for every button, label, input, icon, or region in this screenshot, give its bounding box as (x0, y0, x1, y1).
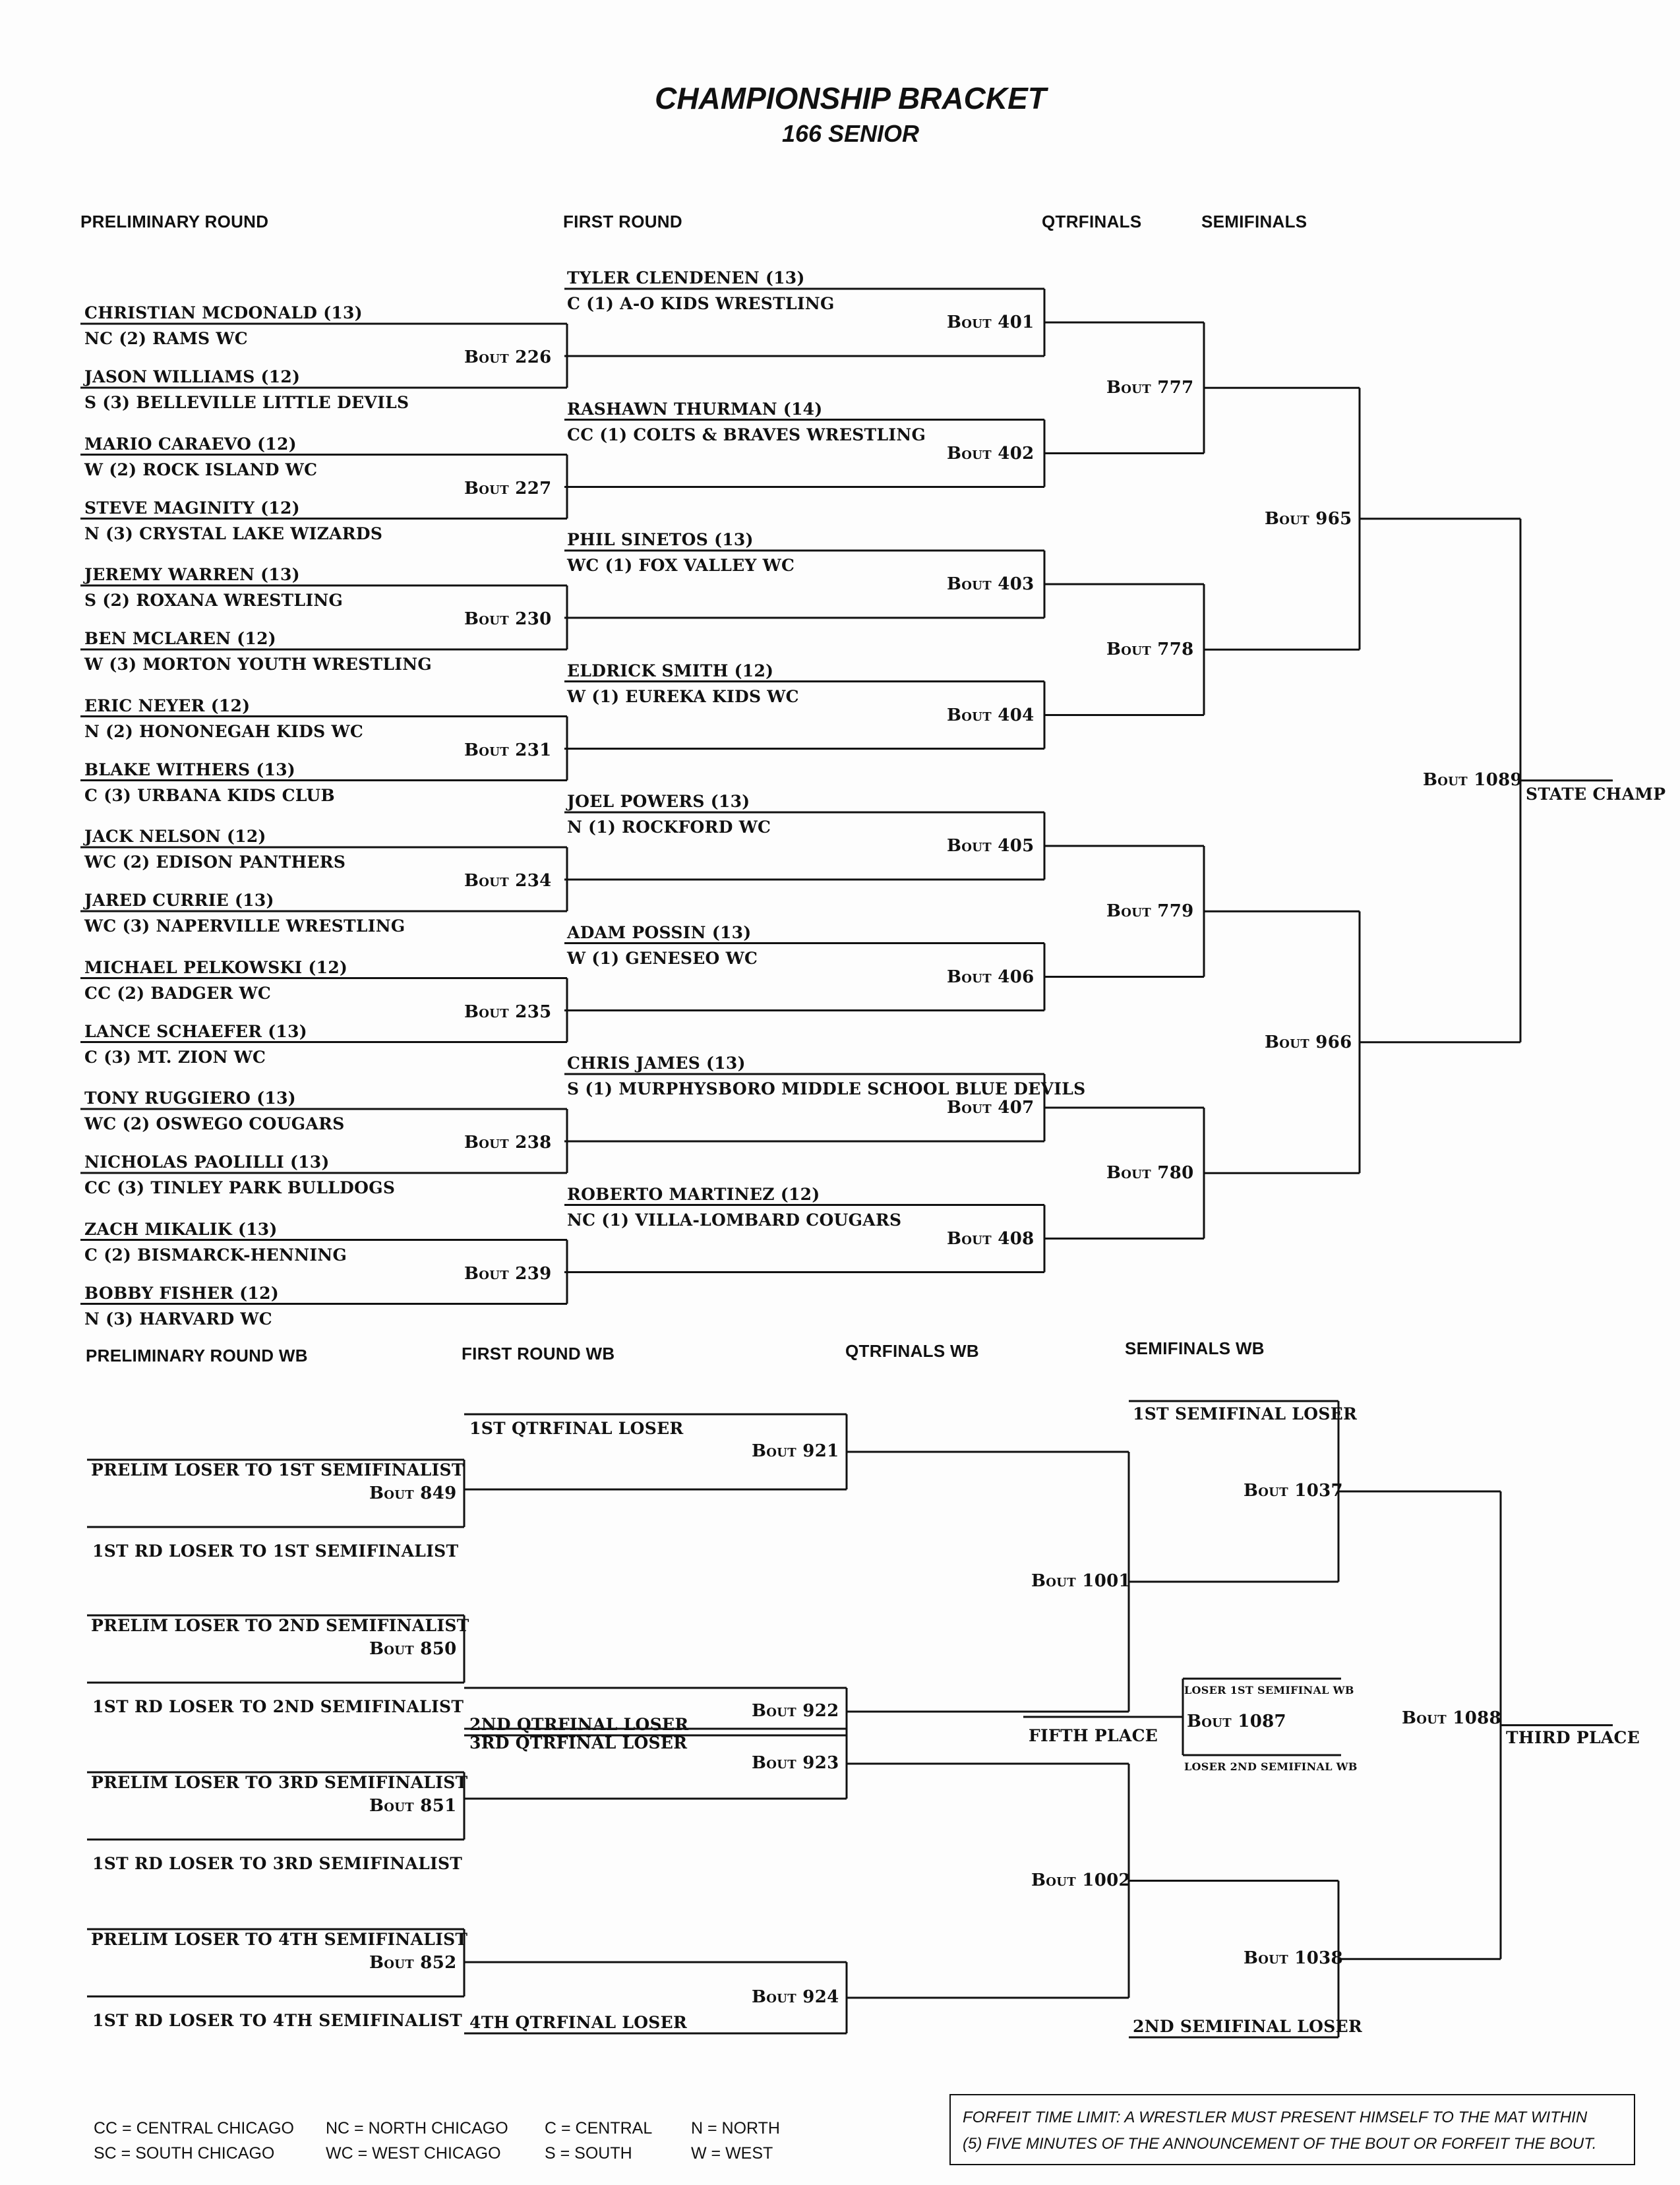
bout-number: Bout 777 (1106, 378, 1194, 398)
wrestler-team: N (2) HONONEGAH KIDS WC (84, 721, 364, 741)
bout-number: Bout 966 (1265, 1032, 1352, 1052)
fifth-slot-label: LOSER 1ST SEMIFINAL WB (1184, 1684, 1354, 1696)
wb-slot-label: 1ST RD LOSER TO 2ND SEMIFINALIST (92, 1697, 464, 1716)
bout-number: Bout 965 (1265, 508, 1352, 529)
bout-number: Bout 1087 (1187, 1712, 1286, 1731)
header-preliminary: PRELIMINARY ROUND (80, 212, 269, 231)
wrestler-team: N (1) ROCKFORD WC (567, 818, 771, 837)
wrestler-name: JARED CURRIE (13) (84, 891, 274, 910)
bout-number: Bout 922 (752, 1701, 839, 1721)
bout-number: Bout 779 (1106, 901, 1194, 922)
forfeit-notice (949, 2094, 1635, 2165)
wrestler-team: C (2) BISMARCK-HENNING (84, 1245, 347, 1265)
bout-number: Bout 407 (947, 1098, 1035, 1118)
bout-number: Bout 404 (947, 705, 1035, 725)
header-semifinals: SEMIFINALS (1201, 212, 1307, 231)
legend-item: S = SOUTH (545, 2144, 632, 2163)
bout-number: Bout 778 (1106, 640, 1194, 660)
legend-item: WC = WEST CHICAGO (326, 2144, 501, 2163)
third-place-label: THIRD PLACE (1506, 1727, 1640, 1747)
header-preliminary-wb: PRELIMINARY ROUND WB (86, 1346, 308, 1365)
wrestler-team: WC (2) EDISON PANTHERS (84, 853, 346, 872)
wrestler-name: ERIC NEYER (12) (84, 696, 251, 715)
wrestler-name: STEVE MAGINITY (12) (84, 498, 300, 518)
wrestler-team: CC (3) TINLEY PARK BULLDOGS (84, 1178, 396, 1197)
wrestler-name: LANCE SCHAEFER (13) (84, 1021, 307, 1041)
bout-number: Bout 850 (369, 1639, 457, 1659)
legend-item: NC = NORTH CHICAGO (326, 2119, 508, 2138)
wb-slot-label: PRELIM LOSER TO 1ST SEMIFINALIST (91, 1460, 464, 1480)
wrestler-team: S (1) MURPHYSBORO MIDDLE SCHOOL BLUE DEVILS (567, 1079, 1086, 1098)
legend-item: N = NORTH (691, 2119, 780, 2138)
wrestler-name: PHIL SINETOS (13) (567, 530, 754, 549)
wrestler-name: ZACH MIKALIK (13) (84, 1219, 278, 1239)
forfeit-line-1: FORFEIT TIME LIMIT: A WRESTLER MUST PRESENT HIMSELF TO THE MAT WITHIN (963, 2109, 1588, 2126)
bout-number: Bout 402 (947, 443, 1035, 464)
wrestler-name: ADAM POSSIN (13) (567, 922, 752, 942)
legend-item: SC = SOUTH CHICAGO (94, 2144, 275, 2163)
legend-item: W = WEST (691, 2144, 773, 2163)
bout-number: Bout 924 (752, 1987, 839, 2007)
wrestler-team: NC (2) RAMS WC (84, 329, 248, 348)
wrestler-name: JASON WILLIAMS (12) (84, 367, 301, 386)
wrestler-team: C (3) MT. ZION WC (84, 1047, 266, 1067)
wrestler-team: CC (2) BADGER WC (84, 983, 272, 1003)
legend-item: C = CENTRAL (545, 2119, 653, 2138)
wrestler-team: N (3) CRYSTAL LAKE WIZARDS (84, 524, 383, 543)
wb-slot-label: 3RD QTRFINAL LOSER (469, 1733, 688, 1752)
wb-slot-label: 1ST QTRFINAL LOSER (469, 1419, 684, 1438)
wb-slot-label: 1ST SEMIFINAL LOSER (1133, 1404, 1358, 1423)
bout-number: Bout 227 (464, 478, 552, 498)
header-qtrfinals: QTRFINALS (1042, 212, 1142, 231)
forfeit-line-2: (5) FIVE MINUTES OF THE ANNOUNCEMENT OF THE BOUT OR FORFEIT THE BOUT. (963, 2135, 1597, 2153)
wrestler-name: JEREMY WARREN (13) (84, 565, 300, 584)
bout-number: Bout 1038 (1244, 1948, 1343, 1969)
page-title: CHAMPIONSHIP BRACKET (655, 81, 1046, 115)
wrestler-name: CHRISTIAN MCDONALD (13) (84, 303, 363, 322)
header-first-round: FIRST ROUND (563, 212, 682, 231)
wrestler-name: NICHOLAS PAOLILLI (13) (84, 1152, 330, 1172)
wb-slot-label: 2ND QTRFINAL LOSER (469, 1715, 689, 1734)
header-first-round-wb: FIRST ROUND WB (462, 1344, 615, 1363)
bout-number: Bout 239 (464, 1263, 552, 1284)
wb-slot-label: 4TH QTRFINAL LOSER (469, 2013, 688, 2032)
wrestler-name: BLAKE WITHERS (13) (84, 760, 296, 779)
bout-number: Bout 234 (464, 871, 552, 891)
wrestler-team: C (3) URBANA KIDS CLUB (84, 785, 335, 805)
bout-number: Bout 226 (464, 347, 552, 367)
bout-number: Bout 849 (369, 1483, 457, 1503)
wrestler-name: ROBERTO MARTINEZ (12) (567, 1184, 820, 1204)
wrestler-team: N (3) HARVARD WC (84, 1309, 272, 1329)
wrestler-name: CHRIS JAMES (13) (567, 1054, 746, 1073)
bout-number: Bout 1089 (1423, 769, 1522, 790)
wrestler-name: JACK NELSON (12) (84, 827, 266, 846)
wb-slot-label: PRELIM LOSER TO 3RD SEMIFINALIST (91, 1773, 468, 1792)
wb-slot-label: 2ND SEMIFINAL LOSER (1133, 2017, 1363, 2036)
wrestler-name: RASHAWN THURMAN (14) (567, 399, 823, 419)
bout-number: Bout 921 (752, 1441, 839, 1461)
wrestler-team: C (1) A-O KIDS WRESTLING (567, 294, 835, 313)
wrestler-team: WC (2) OSWEGO COUGARS (84, 1114, 345, 1133)
header-semifinals-wb: SEMIFINALS WB (1125, 1338, 1265, 1358)
wb-slot-label: PRELIM LOSER TO 2ND SEMIFINALIST (91, 1616, 469, 1635)
wrestler-name: BOBBY FISHER (12) (84, 1283, 279, 1303)
wrestler-name: MICHAEL PELKOWSKI (12) (84, 957, 348, 977)
wrestler-team: WC (1) FOX VALLEY WC (567, 556, 795, 575)
wrestler-name: TONY RUGGIERO (13) (84, 1089, 296, 1108)
header-qtrfinals-wb: QTRFINALS WB (845, 1341, 979, 1361)
wrestler-name: TYLER CLENDENEN (13) (567, 268, 805, 287)
bout-number: Bout 230 (464, 609, 552, 629)
wrestler-team: W (1) GENESEO WC (567, 948, 758, 968)
bout-number: Bout 231 (464, 740, 552, 760)
bout-number: Bout 401 (947, 313, 1035, 332)
wb-slot-label: PRELIM LOSER TO 4TH SEMIFINALIST (91, 1930, 468, 1949)
wrestler-team: CC (1) COLTS & BRAVES WRESTLING (567, 425, 926, 444)
wrestler-name: JOEL POWERS (13) (567, 792, 750, 811)
wrestler-name: ELDRICK SMITH (12) (567, 661, 774, 680)
legend-item: CC = CENTRAL CHICAGO (94, 2119, 294, 2138)
bout-number: Bout 1037 (1244, 1481, 1343, 1501)
bout-number: Bout 780 (1106, 1163, 1194, 1183)
wrestler-team: NC (1) VILLA-LOMBARD COUGARS (567, 1210, 902, 1230)
bout-number: Bout 235 (464, 1002, 552, 1022)
fifth-place-label: FIFTH PLACE (1029, 1726, 1158, 1745)
bout-number: Bout 238 (464, 1133, 552, 1152)
wrestler-team: WC (3) NAPERVILLE WRESTLING (84, 916, 405, 936)
wb-slot-label: 1ST RD LOSER TO 3RD SEMIFINALIST (92, 1854, 463, 1873)
bout-number: Bout 406 (947, 967, 1035, 987)
wrestler-name: BEN MCLAREN (12) (84, 629, 276, 648)
wrestler-team: S (2) ROXANA WRESTLING (84, 591, 344, 610)
bout-number: Bout 1001 (1031, 1571, 1131, 1591)
bout-number: Bout 923 (752, 1753, 839, 1773)
bout-number: Bout 403 (947, 574, 1035, 594)
bout-number: Bout 851 (369, 1796, 457, 1816)
fifth-slot-label: LOSER 2ND SEMIFINAL WB (1184, 1760, 1358, 1773)
page-subtitle: 166 SENIOR (781, 120, 920, 147)
wrestler-team: W (3) MORTON YOUTH WRESTLING (84, 655, 433, 674)
bout-number: Bout 408 (947, 1228, 1035, 1249)
wrestler-team: S (3) BELLEVILLE LITTLE DEVILS (84, 393, 409, 412)
wrestler-name: MARIO CARAEVO (12) (84, 434, 297, 454)
wb-slot-label: 1ST RD LOSER TO 1ST SEMIFINALIST (92, 1541, 459, 1561)
wb-slot-label: 1ST RD LOSER TO 4TH SEMIFINALIST (92, 2011, 462, 2030)
bout-number: Bout 1002 (1031, 1870, 1131, 1890)
bout-number: Bout 405 (947, 836, 1035, 856)
bout-number: Bout 852 (369, 1953, 457, 1973)
wrestler-team: W (1) EUREKA KIDS WC (567, 686, 799, 706)
wrestler-team: W (2) ROCK ISLAND WC (84, 460, 318, 479)
state-champ-label: STATE CHAMP (1526, 784, 1666, 804)
bout-number: Bout 1088 (1402, 1708, 1501, 1728)
